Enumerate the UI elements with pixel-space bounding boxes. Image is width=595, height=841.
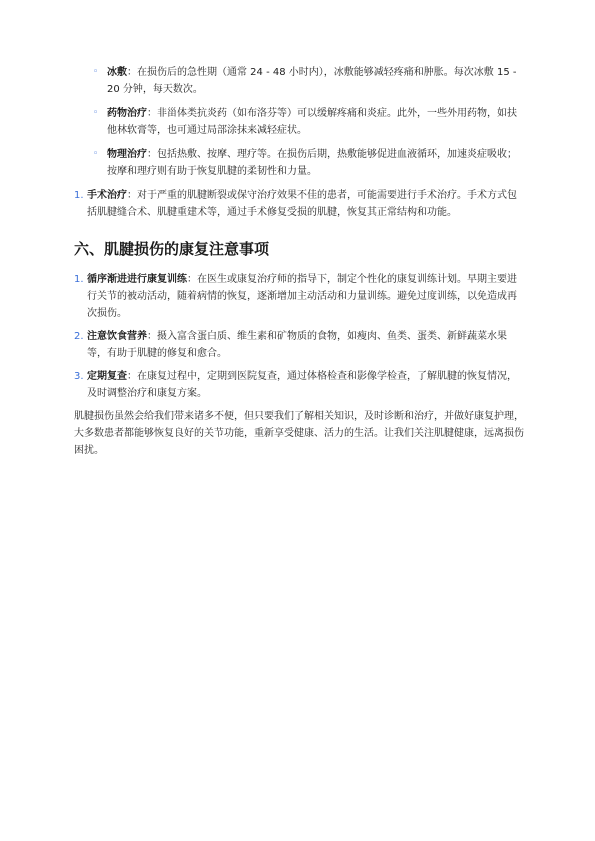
rehab-item-checkup — [74, 368, 524, 402]
hollow-bullet-icon: ◦ — [93, 108, 99, 118]
rehab-item-nutrition — [74, 328, 524, 362]
surgery-term: 手术治疗 — [87, 190, 127, 201]
treatment-term: 药物治疗 — [107, 108, 147, 119]
list-number: 1. — [74, 274, 84, 285]
surgery-text: 对于严重的肌腱断裂或保守治疗效果不佳的患者，可能需要进行手术治疗。手术方式包括肌腱缝合术、肌腱重建术等，通过手术修复受损的肌腱，恢复其正常结构和功能。 — [87, 190, 517, 218]
rehab-text: 在康复过程中，定期到医院复查，通过体格检查和影像学检查，了解肌腱的恢复情况，及时调整治疗和康复方案。 — [87, 371, 517, 399]
hollow-bullet-icon: ◦ — [93, 67, 99, 77]
treatment-term: 物理治疗 — [107, 149, 147, 160]
separator: ： — [147, 149, 157, 160]
rehab-term: 注意饮食营养 — [87, 331, 147, 342]
rehab-term: 定期复查 — [87, 371, 127, 382]
treatment-item-physical — [74, 146, 524, 180]
separator: ： — [127, 190, 137, 201]
treatment-term: 冰敷 — [107, 67, 127, 78]
treatment-item-medication — [74, 105, 524, 139]
rehab-text: 在医生或康复治疗师的指导下，制定个性化的康复训练计划。早期主要进行关节的被动活动，随着病情的恢复，逐渐增加主动活动和力量训练。避免过度训练，以免造成再次损伤。 — [87, 274, 517, 319]
separator: ： — [147, 331, 157, 342]
treatment-item-ice — [74, 64, 524, 98]
separator: ： — [147, 108, 157, 119]
closing-paragraph: 肌腱损伤虽然会给我们带来诸多不便，但只要我们了解相关知识，及时诊断和治疗，并做好康复护理，大多数患者都能够恢复良好的关节功能，重新享受健康、活力的生活。让我们关注肌腱健康，远离损伤困扰。 — [74, 411, 524, 456]
rehab-term: 循序渐进进行康复训练 — [87, 274, 187, 285]
treatment-text: 非甾体类抗炎药（如布洛芬等）可以缓解疼痛和炎症。此外，一些外用药物，如扶他林软膏等，也可通过局部涂抹来减轻症状。 — [107, 108, 517, 136]
list-number: 2. — [74, 331, 84, 342]
hollow-bullet-icon: ◦ — [93, 149, 99, 159]
document-page — [74, 64, 524, 459]
rehab-text: 摄入富含蛋白质、维生素和矿物质的食物，如瘦肉、鱼类、蛋类、新鲜蔬菜水果等，有助于肌腱的修复和愈合。 — [87, 331, 507, 359]
list-number: 1. — [74, 190, 84, 201]
treatment-sub-list — [74, 64, 524, 180]
separator: ： — [127, 67, 137, 78]
rehab-item-training — [74, 271, 524, 322]
treatment-text: 包括热敷、按摩、理疗等。在损伤后期，热敷能够促进血液循环，加速炎症吸收；按摩和理疗则有助于恢复肌腱的柔韧性和力量。 — [107, 149, 517, 177]
treatment-text: 在损伤后的急性期（通常 24 - 48 小时内），冰敷能够减轻疼痛和肿胀。每次冰敷 15 - 20 分钟，每天数次。 — [107, 67, 517, 95]
list-number: 3. — [74, 371, 84, 382]
separator: ： — [127, 371, 137, 382]
section-heading: 六、肌腱损伤的康复注意事项 — [74, 240, 270, 258]
separator: ： — [187, 274, 197, 285]
surgery-item — [74, 187, 524, 221]
